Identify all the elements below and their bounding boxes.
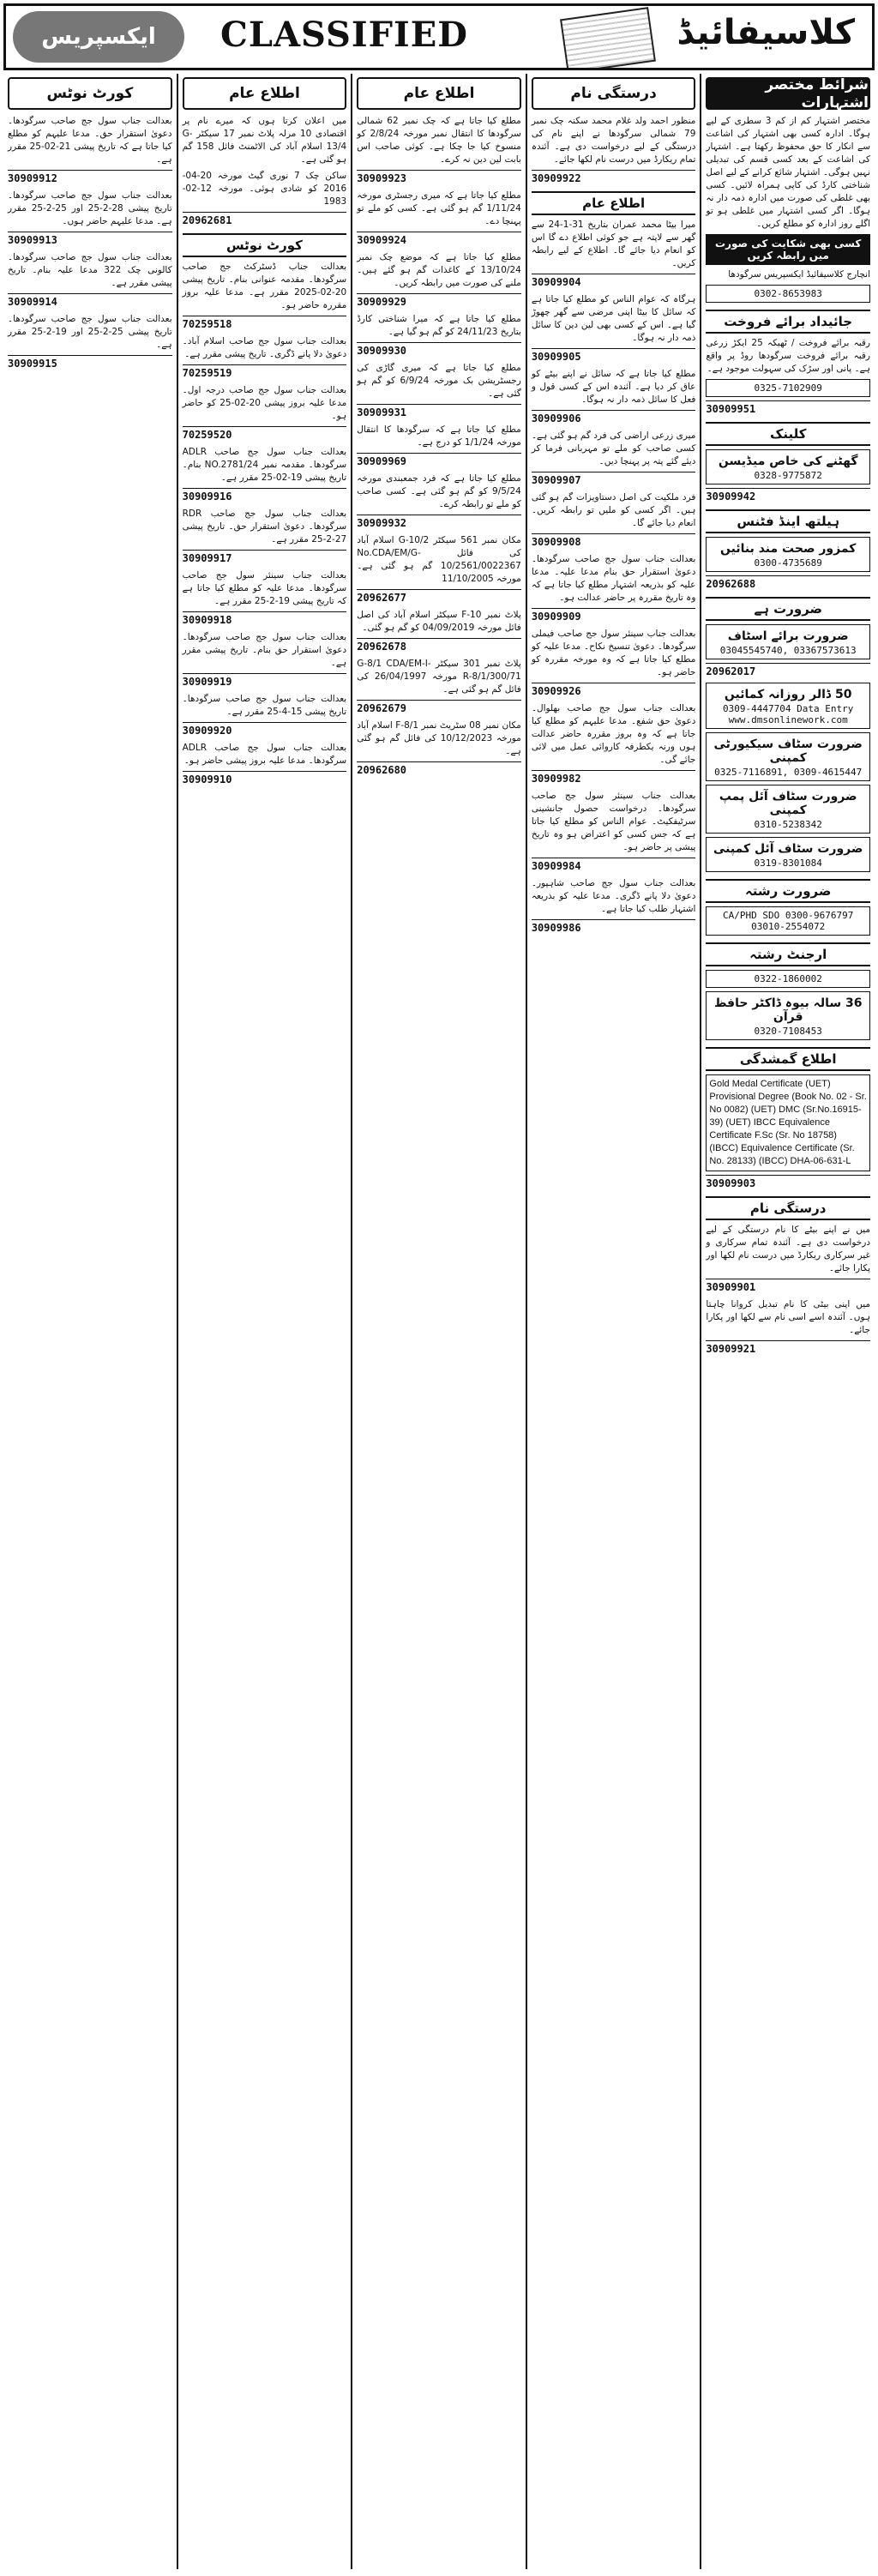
display-ad [706, 285, 870, 303]
notice-text: بعدالت جناب سول جج صاحب شاہپور۔ دعویٰ دلا پانے ڈگری۔ مدعا علیہ کو بذریعہ اشتہار طلب کیا جاتا ہے۔ [531, 878, 696, 914]
ad-reference-code: 30909931 [357, 404, 521, 418]
notice-text: مکان نمبر 561 سیکٹر G-10/2 اسلام آباد کی فائل No.CDA/EM/G-10/2561/0022367 گم ہو گئی ہے۔ مورخہ 11/10/2005 [357, 535, 521, 584]
ad-reference-code: 20962679 [357, 700, 521, 714]
column-2 [526, 74, 701, 2569]
notice-text: بعدالت جناب سول جج صاحب ADLR سرگودھا۔ مقدمہ نمبر NO.2781/24 بنام۔ تاریخ پیشی 19-02-25 مقرر ہے۔ [182, 447, 347, 483]
ad-reference-code: 70259518 [183, 316, 347, 330]
display-ad [706, 837, 870, 872]
display-ad [706, 906, 870, 936]
notice-text: مطلع کیا جاتا ہے کہ سرگودھا کا انتقال مورخہ 1/1/24 کو درج ہے۔ [357, 424, 521, 448]
notice-text: انچارج کلاسیفائیڈ ایکسپریس سرگودھا [728, 269, 870, 280]
notice-text: مطلع کیا جاتا ہے کہ چک نمبر 62 شمالی سرگودھا کا انتقال نمبر مورخہ 2/8/24 کو منسوخ کیا جا چکا ہے۔ کوئی صاحب اس بابت لین دین نہ کرے۔ [357, 116, 521, 165]
notice-text: میں اپنی بیٹی کا نام تبدیل کروانا چاہتا ہوں۔ آئندہ اسے اسی نام سے لکھا اور پکارا جائے۔ [706, 1299, 870, 1335]
notice-text: بعدالت جناب سینئر سول جج صاحب فیملی سرگودھا۔ دعویٰ تنسیخ نکاح۔ مدعا علیہ کو مطلع کیا جاتا ہے کہ وہ مورخہ مقررہ کو حاضر ہو۔ [531, 629, 696, 677]
notice-text: مطلع کیا جاتا ہے کہ میری گاڑی کی رجسٹریشن بک مورخہ 6/9/24 کو گم ہو گئی ہے۔ [357, 363, 521, 399]
ad-reference-code: 30909930 [357, 342, 521, 357]
notice-text: بعدالت جناب سول جج صاحب اسلام آباد۔ دعویٰ دلا پانے ڈگری۔ تاریخ پیشی مقرر ہے۔ [182, 336, 347, 359]
display-ad [706, 970, 870, 988]
ad-contact: 0302-8653983 [754, 288, 822, 299]
ad-reference-code: 30909922 [532, 170, 696, 184]
column-heading: اطلاع عام [183, 77, 347, 110]
ad-reference-code: 30909901 [706, 1279, 870, 1293]
notice-text: میری زرعی اراضی کی فرد گم ہو گئی ہے۔ کسی صاحب کو ملے تو مہربانی فرما کر دیئے گئے پتہ پر پہنچا دیں۔ [531, 430, 696, 466]
notice-text: بعدالت جناب سول جج صاحب سرگودھا۔ دعویٰ استقرار حق بنام۔ تاریخ پیشی مقرر ہے۔ [182, 632, 347, 668]
notice-text: بعدالت جناب سول جج صاحب سرگودھا۔ تاریخ پیشی 25-2-25 اور 19-2-25 مقرر ہے۔ [8, 314, 172, 350]
notice-text: فرد ملکیت کی اصل دستاویزات گم ہو گئی ہیں۔ اگر کسی کو ملیں تو رابطہ کریں۔ انعام دیا جائے گا۔ [531, 492, 696, 528]
display-ad [706, 991, 870, 1040]
ad-headline: ضرورت سٹاف آئل پمپ کمپنی [719, 790, 857, 817]
ad-reference-code: 20962681 [183, 212, 347, 226]
masthead [3, 3, 875, 70]
ad-reference-code: 30909918 [183, 611, 347, 626]
section-heading: ضرورت ہے [706, 597, 870, 621]
notice-text: مطلع کیا جاتا ہے کہ میری رجسٹری مورخہ 1/11/24 گم ہو گئی ہے۔ کسی کو ملے تو پہنچا دے۔ [357, 190, 521, 226]
ad-headline: ضرورت برائے اسٹاف [727, 629, 849, 643]
ad-reference-code: 30909915 [8, 355, 172, 370]
ad-reference-code: 20962677 [357, 589, 521, 604]
ad-reference-code: 30909926 [532, 683, 696, 697]
ad-reference-code: 30909982 [532, 770, 696, 785]
ad-contact: 0328-9775872 [754, 470, 822, 481]
notice-text: بعدالت جناب سول جج صاحب سرگودھا۔ کالونی چک 322 مدعا علیہ بنام۔ تاریخ پیشی مقرر ہے۔ [8, 252, 172, 288]
ad-reference-code: 30909951 [706, 400, 870, 415]
ad-reference-code: 30909908 [532, 533, 696, 548]
section-heading: اطلاع گمشدگی [706, 1047, 870, 1071]
column-4 [177, 74, 352, 2569]
notice-text: بعدالت جناب سول جج صاحب سرگودھا۔ دعویٰ استقرار حق بنام مدعا علیہ۔ مدعا علیہ کو بذریعہ اشتہار مطلع کیا جاتا ہے کہ وہ تاریخ مقررہ پر حاضر عدالت ہو۔ [531, 554, 696, 603]
column-heading: اطلاع عام [357, 77, 521, 110]
ad-contact: 0309-4447704 Data Entry www.dmsonlinework.com [723, 703, 854, 725]
column-5 [3, 74, 177, 2569]
notice-text: بعدالت جناب سول جج صاحب RDR سرگودھا۔ دعویٰ استقرار حق۔ تاریخ پیشی 27-2-25 مقرر ہے۔ [182, 509, 347, 545]
ad-contact: 03045545740, 03367573613 [719, 645, 857, 656]
notice-text: پلاٹ نمبر F-10 سیکٹر اسلام آباد کی اصل فائل مورخہ 04/09/2019 کو گم ہو گئی۔ [357, 610, 521, 633]
ad-reference-code: 30909914 [8, 293, 172, 308]
ad-reference-code: 30909986 [532, 919, 696, 934]
ad-reference-code: 30909917 [183, 550, 347, 564]
display-ad [706, 379, 870, 397]
ad-reference-code: 30909909 [532, 608, 696, 623]
notice-text: بعدالت جناب سینئر سول جج صاحب سرگودھا۔ درخواست حصول جانشینی سرٹیفکیٹ۔ عوام الناس کو مطلع کیا جاتا ہے کہ جس کسی کو اعتراض ہو وہ تاریخ پیشی پر حاضر ہو۔ [531, 791, 696, 852]
lost-certificates-list: Gold Medal Certificate (UET) Provisional Degree (Book No. 02 - Sr. No 0082) (UET) DMC (Sr.No.16915-39) (UET) IBCC Equivalence Certificate F.Sc (Sr. No 18758) (IBCC) Equivalence Certificate (Sr. No. 28133) (IBCC) DHA-06-631-L [706, 1074, 870, 1171]
ad-contact: 0319-8301084 [754, 858, 822, 869]
ad-contact: 0310-5238342 [754, 819, 822, 830]
section-heading: ضرورت رشتہ [706, 879, 870, 903]
notice-text: پلاٹ نمبر 301 سیکٹر G-8/1 CDA/EM-I-R-8/1/300/71 مورخہ 26/04/1997 کی فائل گم ہو گئی ہے۔ [357, 659, 521, 695]
ad-reference-code: 70259520 [183, 426, 347, 441]
classified-title-ur: کلاسیفائیڈ [677, 13, 855, 52]
notice-text: بعدالت جناب سول جج صاحب درجہ اول۔ مدعا علیہ بروز پیشی 20-02-25 کو حاضر ہو۔ [182, 385, 347, 421]
ad-headline: گھٹنے کی خاص میڈیسن [718, 454, 858, 468]
ad-contact: 0325-7102909 [754, 382, 822, 394]
notice-text: مطلع کیا جاتا ہے کہ فرد جمعبندی مورخہ 9/5/24 کو گم ہو گئی ہے۔ کسی صاحب کو ملے تو رابطہ کرے۔ [357, 473, 521, 509]
notice-text: ساکن چک 7 نوری گیٹ مورخہ 20-04-2016 کو شادی ہوئی۔ مورخہ 12-02-1983 [182, 171, 347, 207]
ad-reference-code: 20962688 [706, 575, 870, 590]
ad-reference-code: 20962680 [357, 761, 521, 776]
ad-contact: CA/PHD SDO 0300-9676797 03010-2554072 [723, 910, 854, 932]
ad-reference-code: 30909923 [357, 170, 521, 184]
ad-reference-code: 20962678 [357, 638, 521, 653]
section-heading: ارجنٹ رشتہ [706, 942, 870, 966]
ad-headline: کمزور صحت مند بنائیں [720, 542, 857, 556]
notice-text: بعدالت جناب سول جج صاحب سرگودھا۔ دعویٰ استقرار حق۔ مدعا علیہم کو مطلع کیا جاتا ہے کہ تاریخ پیشی 21-02-25 مقرر ہے۔ [8, 116, 172, 165]
notice-text: میرا بیٹا محمد عمران بتاریخ 31-1-24 سے گھر سے لاپتہ ہے جو کوئی اطلاع دے گا اس کو انعام دیا جائے گا۔ اطلاع کے لیے رابطہ کریں۔ [531, 220, 696, 268]
ad-reference-code: 30909919 [183, 673, 347, 688]
section-heading: کورٹ نوٹس [183, 233, 347, 257]
column-heading: کورٹ نوٹس [8, 77, 172, 110]
notice-text: مطلع کیا جاتا ہے کہ میرا شناختی کارڈ بتاریخ 24/11/23 کو گم ہو گیا ہے۔ [357, 314, 521, 337]
section-heading: کلینک [706, 422, 870, 446]
notice-text: بعدالت جناب سول جج صاحب ADLR سرگودھا۔ مدعا علیہ بروز پیشی حاضر ہو۔ [182, 743, 347, 766]
ad-reference-code: 30909913 [8, 232, 172, 246]
notice-text: مطلع کیا جاتا ہے کہ سائل نے اپنے بیٹے کو عاق کر دیا ہے۔ آئندہ اس کے کسی قول و فعل کا سائل ذمہ دار نہ ہوگا۔ [531, 369, 696, 405]
ad-reference-code: 30909969 [357, 453, 521, 467]
ad-reference-code: 30909906 [532, 410, 696, 424]
notice-text: بعدالت جناب سینئر سول جج صاحب سرگودھا۔ مدعا علیہ کو مطلع کیا جاتا ہے کہ تاریخ پیشی 19-2-25 مقرر ہے۔ [182, 570, 347, 606]
ad-contact: 0300-4735689 [754, 557, 822, 569]
column-heading: شرائط مختصر اشتہارات [706, 77, 870, 110]
column-heading: درستگی نام [532, 77, 696, 110]
ad-reference-code: 30909907 [532, 472, 696, 486]
ad-headline: 36 سالہ بیوہ ڈاکٹر حافظ قرآن [713, 996, 863, 1024]
ad-reference-code: 30909984 [532, 858, 696, 872]
ad-reference-code: 30909921 [706, 1340, 870, 1355]
display-ad [706, 785, 870, 834]
notice-text: رقبہ برائے فروخت / ٹھیکہ 25 ایکڑ زرعی رقبہ برائے فروخت سرگودھا روڈ پر واقع ہے۔ پانی اور سڑک کی سہولت موجود ہے۔ [706, 338, 870, 374]
display-ad [706, 449, 870, 485]
ad-contact: 0322-1860002 [754, 973, 822, 984]
section-heading: جائیداد برائے فروخت [706, 310, 870, 334]
ad-contact: 0320-7108453 [754, 1026, 822, 1037]
column-1 [700, 74, 875, 2569]
ad-reference-code: 30909910 [183, 771, 347, 785]
ad-reference-code: 70259519 [183, 364, 347, 379]
section-heading: درستگی نام [706, 1196, 870, 1220]
display-ad [706, 683, 870, 729]
notice-text: بعدالت جناب سول جج صاحب بھلوال۔ دعویٰ حق شفع۔ مدعا علیہم کو مطلع کیا جاتا ہے کہ وہ بروز مقررہ حاضر عدالت ہوں ورنہ یکطرفہ کاروائی عمل میں لائی جائے گی۔ [531, 703, 696, 765]
complaint-strip: کسی بھی شکایت کی صورت میں رابطہ کریں [706, 234, 870, 265]
ad-reference-code: 30909942 [706, 488, 870, 503]
ad-reference-code: 30909920 [183, 722, 347, 737]
notice-text: مکان نمبر 08 سٹریٹ نمبر F-8/1 اسلام آباد مورخہ 10/12/2023 کی فائل گم ہو گئی ہے۔ [357, 720, 521, 756]
ad-headline: ضرورت سٹاف سیکیورٹی کمپنی [713, 737, 863, 765]
classified-title-en: CLASSIFIED [220, 15, 468, 55]
ad-reference-code: 30909924 [357, 232, 521, 246]
classified-columns [3, 74, 875, 2569]
ad-reference-code: 30909929 [357, 293, 521, 308]
section-heading: ہیلتھ اینڈ فٹنس [706, 509, 870, 533]
display-ad [706, 537, 870, 572]
ad-reference-code: 30909905 [532, 348, 696, 363]
newspaper-icon [560, 7, 656, 70]
notice-text: مختصر اشتہار کم از کم 3 سطری کے لیے ہوگا۔ ادارہ کسی بھی اشتہار کی اشاعت سے انکار کا حق محفوظ رکھتا ہے۔ اشتہار کی اشاعت کے بعد کسی قسم کی تبدیلی نہیں ہوگی۔ اشتہار شائع کرانے کے لیے اصل شناختی کارڈ کی کاپی ہمراہ لائیں۔ کسی بھی غلطی کی صورت میں ادارہ ذمہ دار نہ ہوگا۔ اگر کسی اشتہار میں غلطی ہو تو اگلے روز ادارہ کو مطلع کریں۔ [706, 116, 870, 229]
notice-text: ہرگاہ کہ عوام الناس کو مطلع کیا جاتا ہے کہ سائل کا بیٹا اپنی مرضی سے گھر چھوڑ گیا ہے۔ اس کے کسی بھی لین دین کا سائل ذمہ دار نہ ہوگا۔ [531, 294, 696, 343]
ad-headline: 50 ڈالر روزانہ کمائیں [724, 688, 852, 701]
ad-reference-code: 30909912 [8, 170, 172, 184]
display-ad [706, 624, 870, 659]
ad-reference-code: 30909916 [183, 488, 347, 503]
express-logo: ایکسپریس [13, 11, 184, 63]
notice-text: بعدالت جناب سول جج صاحب سرگودھا۔ تاریخ پیشی 15-4-25 مقرر ہے۔ [182, 694, 347, 717]
ad-reference-code: 20962017 [706, 663, 870, 677]
notice-text: میں نے اپنے بیٹے کا نام درستگی کے لیے درخواست دی ہے۔ آئندہ تمام سرکاری و غیر سرکاری ریکارڈ میں درست نام لکھا اور پکارا جائے۔ [706, 1225, 870, 1273]
ad-reference-code: 30909904 [532, 274, 696, 288]
notice-text: بعدالت جناب سول جج صاحب سرگودھا۔ تاریخ پیشی 28-2-25 اور 25-2-25 مقرر ہے۔ مدعا علیہم حاضر ہوں۔ [8, 190, 172, 226]
column-3 [351, 74, 526, 2569]
notice-text: منظور احمد ولد غلام محمد سکنہ چک نمبر 79 شمالی سرگودھا نے اپنے نام کی درستگی کے لیے درخواست دی ہے۔ آئندہ تمام ریکارڈ میں درست نام لکھا جائے۔ [531, 116, 696, 165]
notice-text: میں اعلان کرتا ہوں کہ میرے نام پر اقتصادی 10 مرلہ پلاٹ نمبر 17 سیکٹر G-13/4 اسلام آباد کی الاٹمنٹ فائل 158 گم ہو گئی ہے۔ [182, 116, 347, 165]
ad-contact: 0325-7116891, 0309-4615447 [714, 767, 863, 778]
ad-reference-code: 30909903 [706, 1175, 870, 1189]
section-heading: اطلاع عام [532, 191, 696, 215]
ad-reference-code: 30909932 [357, 515, 521, 529]
ad-headline: ضرورت سٹاف آئل کمپنی [713, 842, 863, 856]
notice-text: مطلع کیا جاتا ہے کہ موضع چک نمبر 13/10/24 کے کاغذات گم ہو گئے ہیں۔ ملنے کی صورت میں رابطہ کریں۔ [357, 252, 521, 288]
notice-text: بعدالت جناب ڈسٹرکٹ جج صاحب سرگودھا۔ مقدمہ عنوانی بنام۔ تاریخ پیشی 20-02-2025 مقرر ہے۔ مدعا علیہ بروز مقررہ حاضر ہو۔ [182, 262, 347, 310]
display-ad [706, 732, 870, 781]
